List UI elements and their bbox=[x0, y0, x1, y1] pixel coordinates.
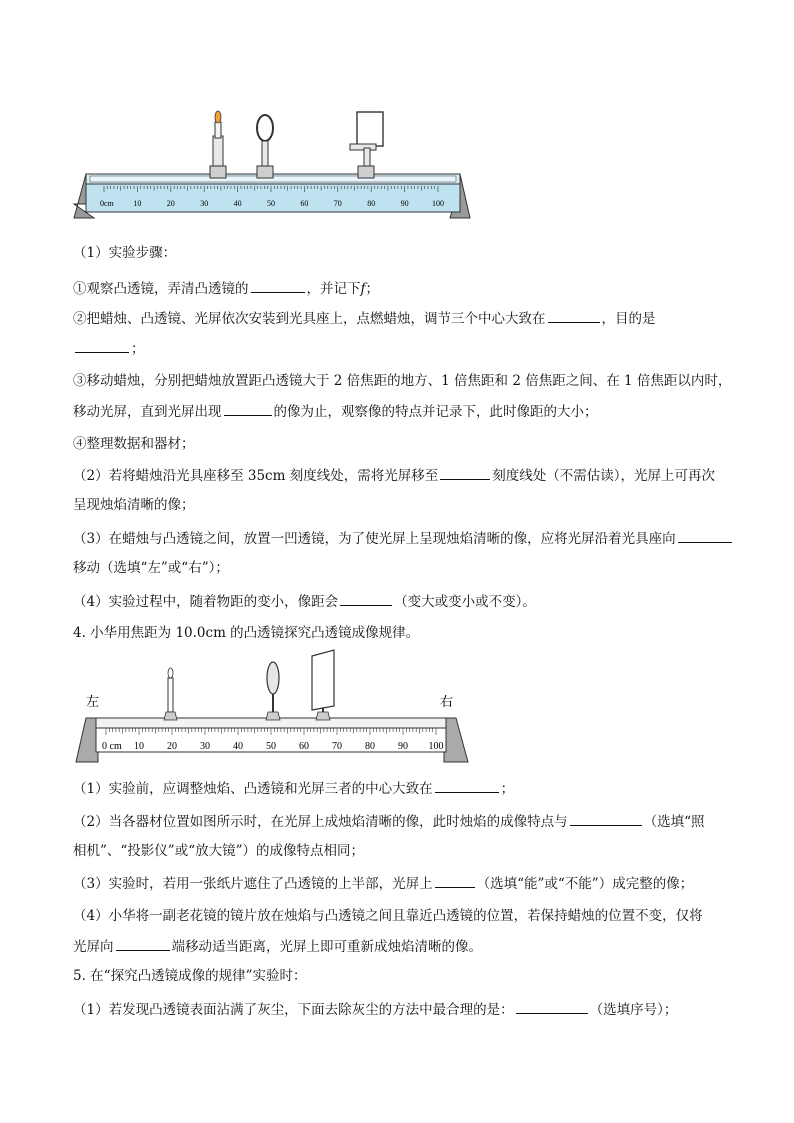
ruler1-tick-label: 60 bbox=[300, 199, 309, 208]
ruler2-tick-label: 80 bbox=[365, 741, 375, 752]
flame-icon bbox=[168, 668, 173, 678]
question-5-title: 5. 在“探究凸透镜成像的规律”实验时： bbox=[73, 968, 307, 984]
ruler2-tick-label: 60 bbox=[299, 741, 309, 752]
ruler1-tick-label: 20 bbox=[166, 199, 175, 208]
ruler1-tick-label: 50 bbox=[267, 199, 275, 208]
optical-bench-figure-1 bbox=[72, 108, 472, 230]
right-label: 右 bbox=[440, 694, 454, 709]
light-screen bbox=[357, 112, 383, 146]
answer-blank[interactable] bbox=[224, 401, 272, 416]
part1-line-3: ②把蜡烛、凸透镜、光屏依次安装到光具座上，点燃蜡烛，调节三个中心大致在 ，目的是 bbox=[73, 308, 656, 329]
part1-line-9: 呈现烛焰清晰的像； bbox=[73, 497, 195, 513]
part1-line-11: 移动（选填“左”或“右”）； bbox=[73, 560, 229, 576]
ruler1-tick-label: 70 bbox=[333, 199, 342, 208]
q4-line-4: （3）实验时，若用一张纸片遮住了凸透镜的上半部，光屏上 （选填“能”或“不能”）成完整的像； bbox=[73, 873, 693, 894]
ruler2-tick-label: 90 bbox=[398, 741, 408, 752]
question-4-title: 4. 小华用焦距为 10.0cm 的凸透镜探究凸透镜成像规律。 bbox=[73, 625, 420, 641]
part1-line-1: （1）实验步骤： bbox=[73, 245, 177, 261]
part1-line-7: ④整理数据和器材； bbox=[73, 436, 195, 452]
answer-blank[interactable] bbox=[75, 338, 129, 353]
ruler1-tick-label: 90 bbox=[400, 199, 409, 208]
ruler2-tick-label: 100 bbox=[428, 741, 444, 752]
ruler1-tick-label: 100 bbox=[432, 199, 444, 208]
convex-lens bbox=[257, 115, 273, 141]
part1-line-6: 移动光屏，直到光屏出现 的像为止，观察像的特点并记录下，此时像距的大小； bbox=[73, 401, 598, 422]
part1-line-5: ③移动蜡烛，分别把蜡烛放置距凸透镜大于 2 倍焦距的地方、1 倍焦距和 2 倍焦距之间、在 1 倍焦距以内时， bbox=[73, 373, 732, 389]
ruler2-tick-label: 50 bbox=[266, 741, 276, 752]
q4-line-1: （1）实验前，应调整烛焰、凸透镜和光屏三者的中心大致在 ； bbox=[73, 778, 514, 799]
left-label: 左 bbox=[86, 694, 100, 709]
candle-2 bbox=[168, 678, 173, 712]
answer-blank[interactable] bbox=[570, 811, 642, 826]
part1-line-4: ； bbox=[73, 338, 145, 359]
answer-blank[interactable] bbox=[340, 591, 392, 606]
part1-line-2: ①观察凸透镜，弄清凸透镜的 ，并记下f； bbox=[73, 278, 379, 299]
ruler2-tick-label: 70 bbox=[332, 741, 342, 752]
q4-line-3: 相机”、“投影仪”或“放大镜”）的成像特点相同； bbox=[73, 843, 365, 859]
optical-bench-figure-2 bbox=[72, 648, 472, 764]
q4-line-6: 光屏向 端移动适当距离，光屏上即可重新成烛焰清晰的像。 bbox=[73, 936, 482, 957]
answer-blank[interactable] bbox=[516, 999, 588, 1014]
answer-blank[interactable] bbox=[435, 873, 475, 888]
convex-lens-2 bbox=[267, 662, 279, 694]
q4-line-5: （4）小华将一副老花镜的镜片放在烛焰与凸透镜之间且靠近凸透镜的位置，若保持蜡烛的位置不变，仅将 bbox=[73, 908, 703, 924]
ruler-unit-label: 0cm bbox=[100, 199, 114, 208]
ruler1-tick-label: 40 bbox=[233, 199, 242, 208]
answer-blank[interactable] bbox=[251, 278, 305, 293]
ruler-unit-label-2: 0 cm bbox=[102, 741, 122, 752]
answer-blank[interactable] bbox=[116, 936, 170, 951]
ruler2-tick-label: 40 bbox=[233, 741, 243, 752]
part1-line-8: （2）若将蜡烛沿光具座移至 35cm 刻度线处，需将光屏移至 刻度线处（不需估读），光屏上可再次 bbox=[73, 465, 715, 486]
answer-blank[interactable] bbox=[548, 308, 600, 323]
flame-icon bbox=[215, 111, 221, 123]
ruler2-tick-label: 20 bbox=[167, 741, 177, 752]
part1-line-10: （3）在蜡烛与凸透镜之间，放置一凹透镜，为了使光屏上呈现烛焰清晰的像，应将光屏沿着光具座向 bbox=[73, 528, 734, 549]
ruler2-tick-label: 10 bbox=[134, 741, 144, 752]
answer-blank[interactable] bbox=[678, 528, 732, 543]
part1-line-12: （4）实验过程中，随着物距的变小，像距会 （变大或变小或不变）。 bbox=[73, 591, 536, 612]
ruler1-tick-label: 30 bbox=[200, 199, 209, 208]
q5-line-1: （1）若发现凸透镜表面沾满了灰尘，下面去除灰尘的方法中最合理的是： （选填序号）； bbox=[73, 999, 677, 1020]
q4-line-2: （2）当各器材位置如图所示时，在光屏上成烛焰清晰的像，此时烛焰的成像特点与 （选填“照 bbox=[73, 811, 705, 832]
answer-blank[interactable] bbox=[440, 465, 490, 480]
candle bbox=[215, 122, 221, 138]
light-screen-2 bbox=[312, 650, 334, 710]
ruler1-tick-label: 80 bbox=[367, 199, 376, 208]
answer-blank[interactable] bbox=[435, 778, 499, 793]
ruler1-tick-label: 10 bbox=[133, 199, 142, 208]
ruler2-tick-label: 30 bbox=[200, 741, 210, 752]
